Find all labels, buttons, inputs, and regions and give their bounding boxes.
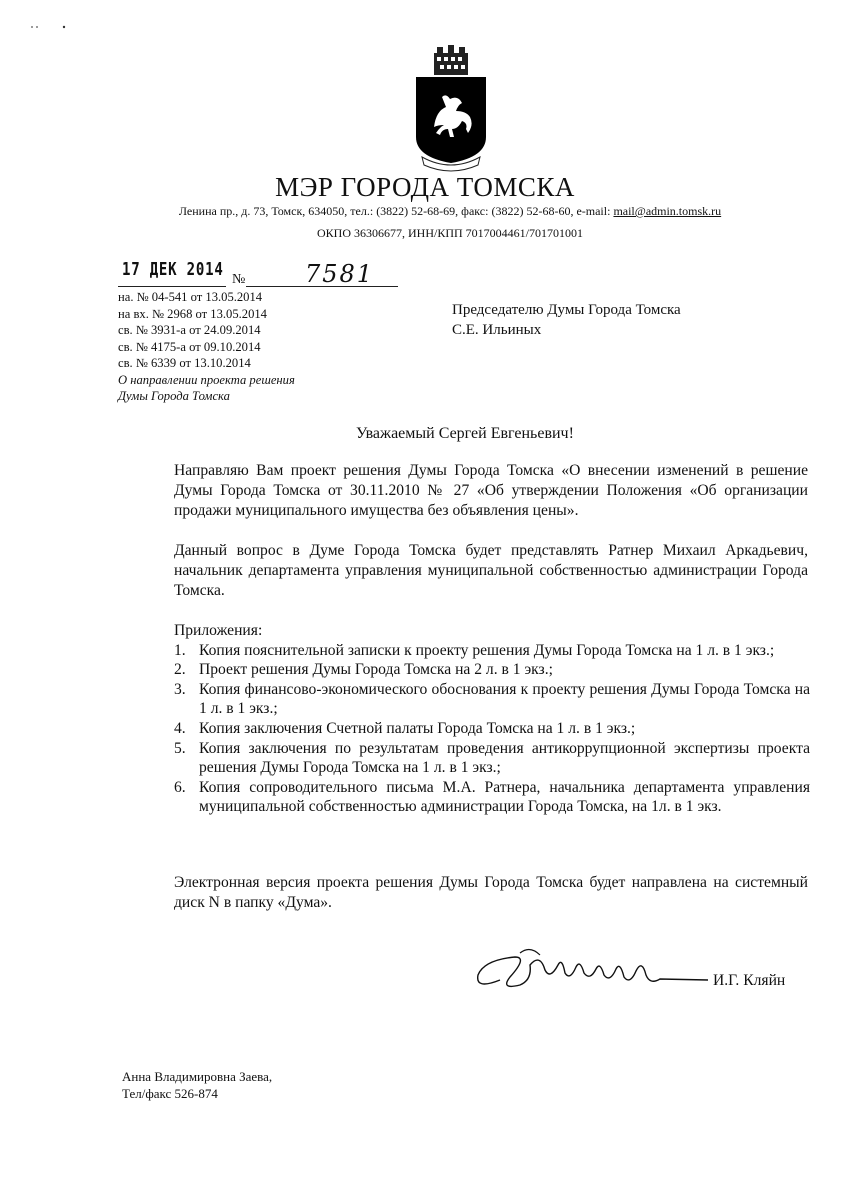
item-text: Копия сопроводительного письма М.А. Ратнера, начальника департамента управления муниципальной собственностью администрации Города Томска, на 1л. в 1 экз. (199, 778, 810, 816)
subject-line: Думы Города Томска (118, 389, 230, 403)
attachments-list (174, 621, 810, 817)
executor-phone: Тел/факс 526-874 (122, 1086, 218, 1101)
handwritten-number: 7581 (305, 260, 375, 288)
reference-item: св. № 4175-а от 09.10.2014 (118, 339, 261, 354)
list-item (174, 641, 810, 661)
attachments-label: Приложения: (174, 622, 263, 639)
item-text: Копия заключения Счетной палаты Города Томска на 1 л. в 1 экз.; (199, 719, 636, 737)
scan-marks (28, 22, 68, 32)
item-number: 2. (174, 661, 186, 679)
date-stamp: 17 ДЕК 2014 (122, 259, 224, 280)
item-text: Проект решения Думы Города Томска на 2 л. в 1 экз.; (199, 661, 553, 679)
item-number: 3. (174, 680, 186, 698)
body-paragraph (122, 541, 808, 601)
item-number: 4. (174, 719, 186, 737)
item-number: 1. (174, 641, 186, 659)
paragraph-text: Электронная версия проекта решения Думы Города Томска будет направлена на системный диск N в папку «Дума». (174, 874, 808, 911)
reference-item: св. № 6339 от 13.10.2014 (118, 356, 251, 370)
executor-name: Анна Владимировна Заева, (122, 1069, 273, 1084)
body-paragraph (122, 461, 808, 521)
item-text: Копия заключения по результатам проведения антикоррупционной экспертизы проекта решения Думы Города Томска на 1 л. в 1 экз.; (199, 739, 810, 777)
list-item (174, 719, 810, 739)
list-item (174, 739, 810, 778)
addressee-name: С.Е. Ильиных (452, 322, 542, 338)
signatory-name: И.Г. Кляйн (713, 972, 786, 989)
paragraph-text: Данный вопрос в Думе Города Томска будет представлять Ратнер Михаил Аркадьевич, начальник департамента управления муниципальной собственностью администрации Города Томска. (174, 542, 808, 599)
reference-item: св. № 3931-а от 24.09.2014 (118, 323, 261, 337)
item-number: 6. (174, 778, 186, 796)
signature-icon (470, 935, 710, 1005)
item-number: 5. (174, 739, 186, 757)
body-paragraph (122, 873, 808, 913)
address-text: Ленина пр., д. 73, Томск, 634050, тел.: (3822) 52-68-69, факс: (3822) 52-68-60, e-mail: (178, 204, 614, 218)
address-line (0, 204, 850, 219)
number-sign: № (232, 272, 246, 287)
reference-list (118, 289, 295, 405)
executor-info (122, 1068, 272, 1102)
page-title: МЭР ГОРОДА ТОМСКА (275, 172, 575, 202)
reference-item: на вх. № 2968 от 13.05.2014 (118, 306, 267, 321)
greeting: Уважаемый Сергей Евгеньевич! (356, 425, 574, 442)
email-link[interactable]: mail@admin.tomsk.ru (613, 204, 722, 218)
registration-codes: ОКПО 36306677, ИНН/КПП 7017004461/701701001 (316, 226, 583, 240)
date-underline (118, 286, 226, 287)
reference-item: на. № 04-541 от 13.05.2014 (118, 290, 263, 304)
item-text: Копия пояснительной записки к проекту решения Думы Города Томска на 1 л. в 1 экз.; (199, 641, 775, 659)
paragraph-text: Направляю Вам проект решения Думы Города Томска «О внесении изменений в решение Думы Города Томска от 30.11.2010 № 27 «Об утверждении Положения «Об организации продажи муниципального имущества без объявления цены». (174, 462, 808, 519)
list-item (174, 660, 810, 680)
list-item (174, 680, 810, 719)
tomsk-coat-of-arms-icon (412, 45, 490, 177)
item-text: Копия финансово-экономического обоснования к проекту решения Думы Города Томска на 1 л. в 1 экз.; (199, 680, 810, 718)
list-item (174, 778, 810, 817)
addressee-title: Председателю Думы Города Томска (452, 302, 681, 318)
addressee (452, 300, 681, 340)
subject-line: О направлении проекта решения (118, 372, 295, 387)
